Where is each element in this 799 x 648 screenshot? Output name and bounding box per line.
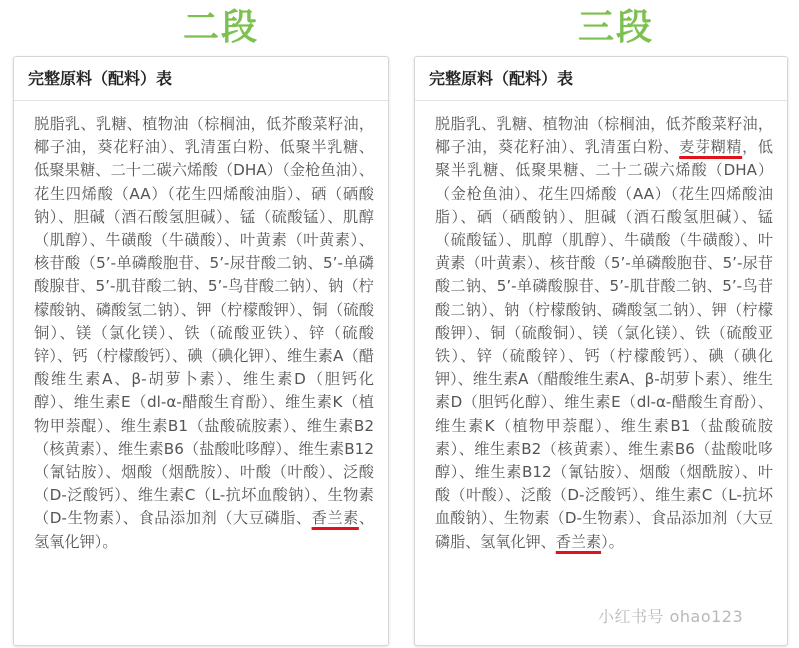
stage2-ingredients-tail: 、氢氧化钾）。 (34, 509, 374, 551)
stage2-card-title: 完整原料（配料）表 (14, 57, 388, 101)
stage2-title: 二段 (183, 7, 260, 48)
stage3-ingredients-tail: ）。 (601, 532, 624, 551)
stage3-ingredient-list (435, 113, 773, 554)
stage3-card-title: 完整原料（配料）表 (415, 57, 787, 101)
stage3-ingredient-card (414, 56, 788, 646)
watermark: 小红书号 ohao123 (598, 607, 744, 626)
stage2-highlight-vanillin: 香兰素 (311, 509, 359, 528)
stage2-ingredient-list (34, 113, 374, 554)
stage2-ingredients-text: 脱脂乳、乳糖、植物油（棕榈油，低芥酸菜籽油，椰子油，葵花籽油）、乳清蛋白粉、低聚半乳糖、低聚果糖、二十二碳六烯酸（DHA）（金枪鱼油）、花生四烯酸（AA）（花生四烯酸油脂）、硒（硒酸钠）、胆碱（酒石酸氢胆碱）、锰（硫酸锰）、肌醇（肌醇）、牛磺酸（牛磺酸）、叶黄素（叶黄素）、核苷酸（5’-单磷酸胞苷、5’-尿苷酸二钠、5’-单磷酸腺苷、5’-肌苷酸二钠、5’-鸟苷酸二钠）、钠（柠檬酸钠、磷酸氢二钠）、钾（柠檬酸钾）、铜（硫酸铜）、镁（氯化镁）、铁（硫酸亚铁）、锌（硫酸锌）、钙（柠檬酸钙）、碘（碘化钾）、维生素A（醋酸维生素A、β-胡萝卜素）、维生素D（胆钙化醇）、维生素E（dl-α-醋酸生育酚）、维生素K（植物甲萘醌）、维生素B1（盐酸硫胺素）、维生素B2（核黄素）、维生素B6（盐酸吡哆醇）、维生素B12（氰钴胺）、烟酸（烟酰胺）、叶酸（叶酸）、泛酸（D-泛酸钙）、维生素C（L-抗坏血酸钠）、生物素（D-生物素）、食品添加剂（大豆磷脂、 (34, 115, 374, 528)
stage3-ingredients-text: 脱脂乳、乳糖、植物油（棕榈油，低芥酸菜籽油，椰子油，葵花籽油）、乳清蛋白粉、 (435, 115, 773, 157)
stage3-ingredients-middle: ，低聚半乳糖、低聚果糖、二十二碳六烯酸（DHA）（金枪鱼油）、花生四烯酸（AA）（花生四烯酸油脂）、硒（硒酸钠）、胆碱（酒石酸氢胆碱）、锰（硫酸锰）、肌醇（肌醇）、牛磺酸（牛磺酸）、叶黄素（叶黄素）、核苷酸（5’-单磷酸胞苷、5’-尿苷酸二钠、5’-单磷酸腺苷、5’-肌苷酸二钠、5’-鸟苷酸二钠）、钠（柠檬酸钠、磷酸氢二钠）、钾（柠檬酸钾）、铜（硫酸铜）、镁（氯化镁）、铁（硫酸亚铁）、锌（硫酸锌）、钙（柠檬酸钙）、碘（碘化钾）、维生素A（醋酸维生素A、β-胡萝卜素）、维生素D（胆钙化醇）、维生素E（dl-α-醋酸生育酚）、维生素K（植物甲萘醌）、维生素B1（盐酸硫胺素）、维生素B2（核黄素）、维生素B6（盐酸吡哆醇）、维生素B12（氰钴胺）、烟酸（烟酰胺）、叶酸（叶酸）、泛酸（D-泛酸钙）、维生素C（L-抗坏血酸钠）、生物素（D-生物素）、食品添加剂（大豆磷脂、氢氧化钾、 (435, 138, 773, 551)
stage2-ingredient-card (13, 56, 389, 646)
stage3-title: 三段 (578, 7, 655, 48)
stage3-highlight-maltodextrin: 麦芽糊精 (679, 138, 743, 157)
stage3-highlight-vanillin: 香兰素 (555, 532, 602, 551)
